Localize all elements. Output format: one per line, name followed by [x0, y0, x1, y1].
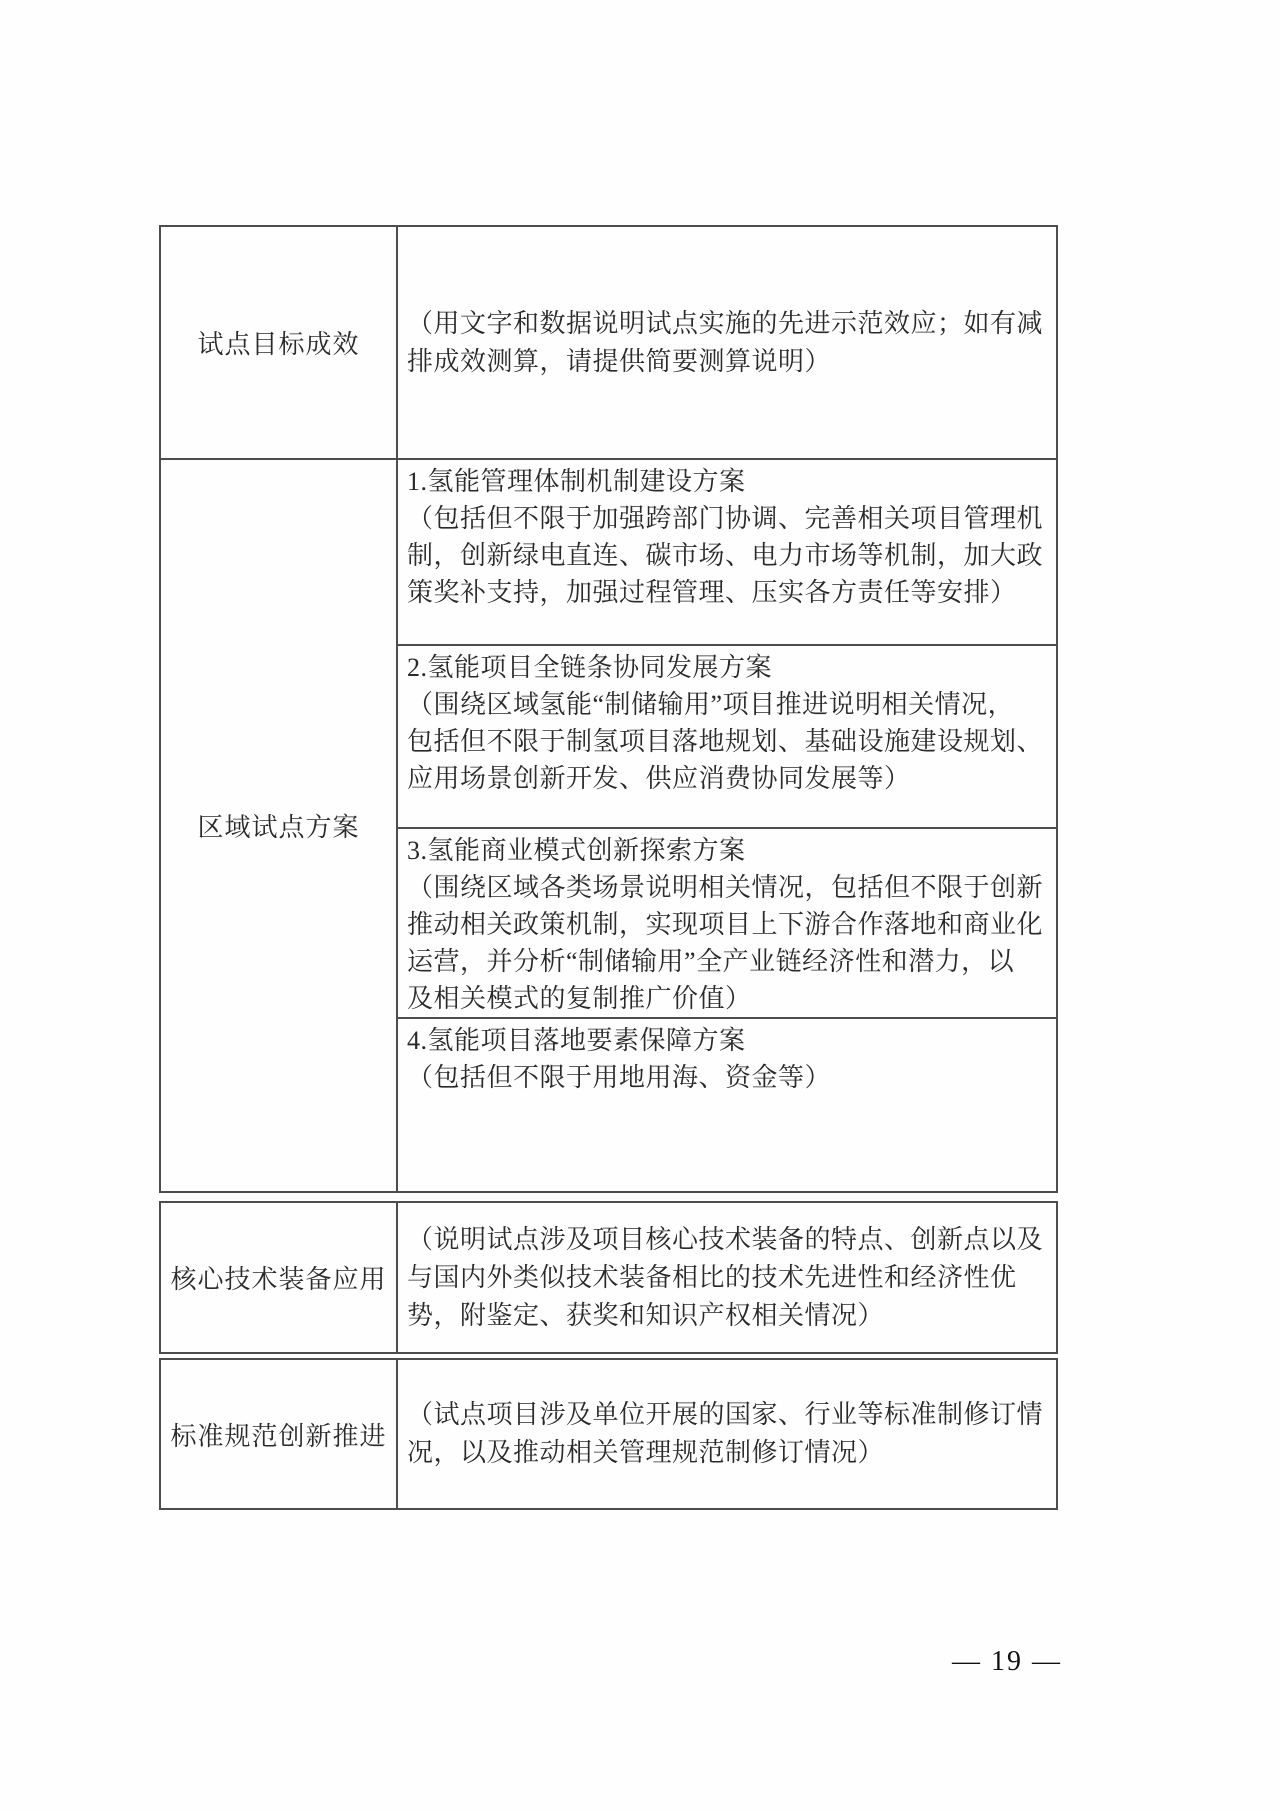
standards-line: （试点项目涉及单位开展的国家、行业等标准制修订情: [407, 1400, 1044, 1429]
cell-core-tech-desc: [398, 1203, 1056, 1352]
row-label-core-tech: 核心技术装备应用: [170, 1265, 387, 1294]
subcell-line: 策奖补支持，加强过程管理、压实各方责任等安排）: [407, 578, 1017, 607]
subcell-line: 包括但不限于制氢项目落地规划、基础设施建设规划、: [407, 727, 1044, 756]
subcell-line: （围绕区域氢能“制储输用”项目推进说明相关情况，: [407, 690, 1015, 719]
subcell-management-mechanism: [398, 460, 1056, 644]
core-tech-line: （说明试点涉及项目核心技术装备的特点、创新点以及: [407, 1224, 1044, 1254]
subcell-title: 4.氢能项目落地要素保障方案: [407, 1026, 746, 1055]
row-label-pilot-goals: 试点目标成效: [197, 330, 360, 359]
pilot-goals-text-block: [407, 305, 1043, 381]
core-tech-line: 与国内外类似技术装备相比的技术先进性和经济性优: [407, 1262, 1017, 1292]
pilot-goals-line: 排成效测算，请提供简要测算说明）: [407, 346, 832, 376]
standards-text-block: [407, 1396, 1043, 1472]
pilot-goals-line: （用文字和数据说明试点实施的先进示范效应；如有减: [407, 308, 1044, 338]
row-label-core-tech-cell: [161, 1203, 398, 1352]
row-label-regional-plan: 区域试点方案: [197, 813, 360, 842]
subcell-title: 1.氢能管理体制机制建设方案: [407, 467, 746, 496]
subcell-project-guarantee: [398, 1017, 1056, 1191]
subcell-line: 制，创新绿电直连、碳市场、电力市场等机制，加大政: [407, 541, 1044, 570]
form-table-core-tech: [159, 1201, 1058, 1354]
row-label-pilot-goals-cell: [161, 227, 398, 458]
subcell-line: 运营，并分析“制储输用”全产业链经济性和潜力，以: [407, 947, 1015, 976]
cell-pilot-goals-desc: [398, 227, 1056, 458]
subcell-line: 及相关模式的复制推广价值）: [407, 984, 752, 1013]
form-table-standards: [159, 1358, 1058, 1510]
regional-plan-subcells: [398, 460, 1056, 1191]
table-row-pilot-goals: [161, 227, 1056, 458]
subcell-line: 应用场景创新开发、供应消费协同发展等）: [407, 764, 911, 793]
subcell-title: 3.氢能商业模式创新探索方案: [407, 836, 746, 865]
subcell-line: （包括但不限于用地用海、资金等）: [407, 1063, 832, 1092]
row-label-standards: 标准规范创新推进: [170, 1421, 387, 1451]
page-number: — 19 —: [952, 1646, 1062, 1677]
subcell-line: （包括但不限于加强跨部门协调、完善相关项目管理机: [407, 504, 1044, 533]
subcell-business-model-innovation: [398, 827, 1056, 1017]
core-tech-line: 势，附鉴定、获奖和知识产权相关情况）: [407, 1300, 885, 1330]
subcell-line: （围绕区域各类场景说明相关情况，包括但不限于创新: [407, 873, 1044, 902]
row-label-standards-cell: [161, 1360, 398, 1508]
core-tech-text-block: [407, 1221, 1043, 1335]
cell-standards-desc: [398, 1360, 1056, 1508]
subcell-title: 2.氢能项目全链条协同发展方案: [407, 653, 773, 682]
row-label-regional-plan-cell: [161, 460, 398, 1191]
subcell-line: 推动相关政策机制，实现项目上下游合作落地和商业化: [407, 910, 1044, 939]
form-table-main: [159, 225, 1058, 1193]
standards-line: 况，以及推动相关管理规范制修订情况）: [407, 1438, 885, 1467]
table-row-regional-plan: [161, 458, 1056, 1191]
subcell-full-chain-development: [398, 644, 1056, 827]
